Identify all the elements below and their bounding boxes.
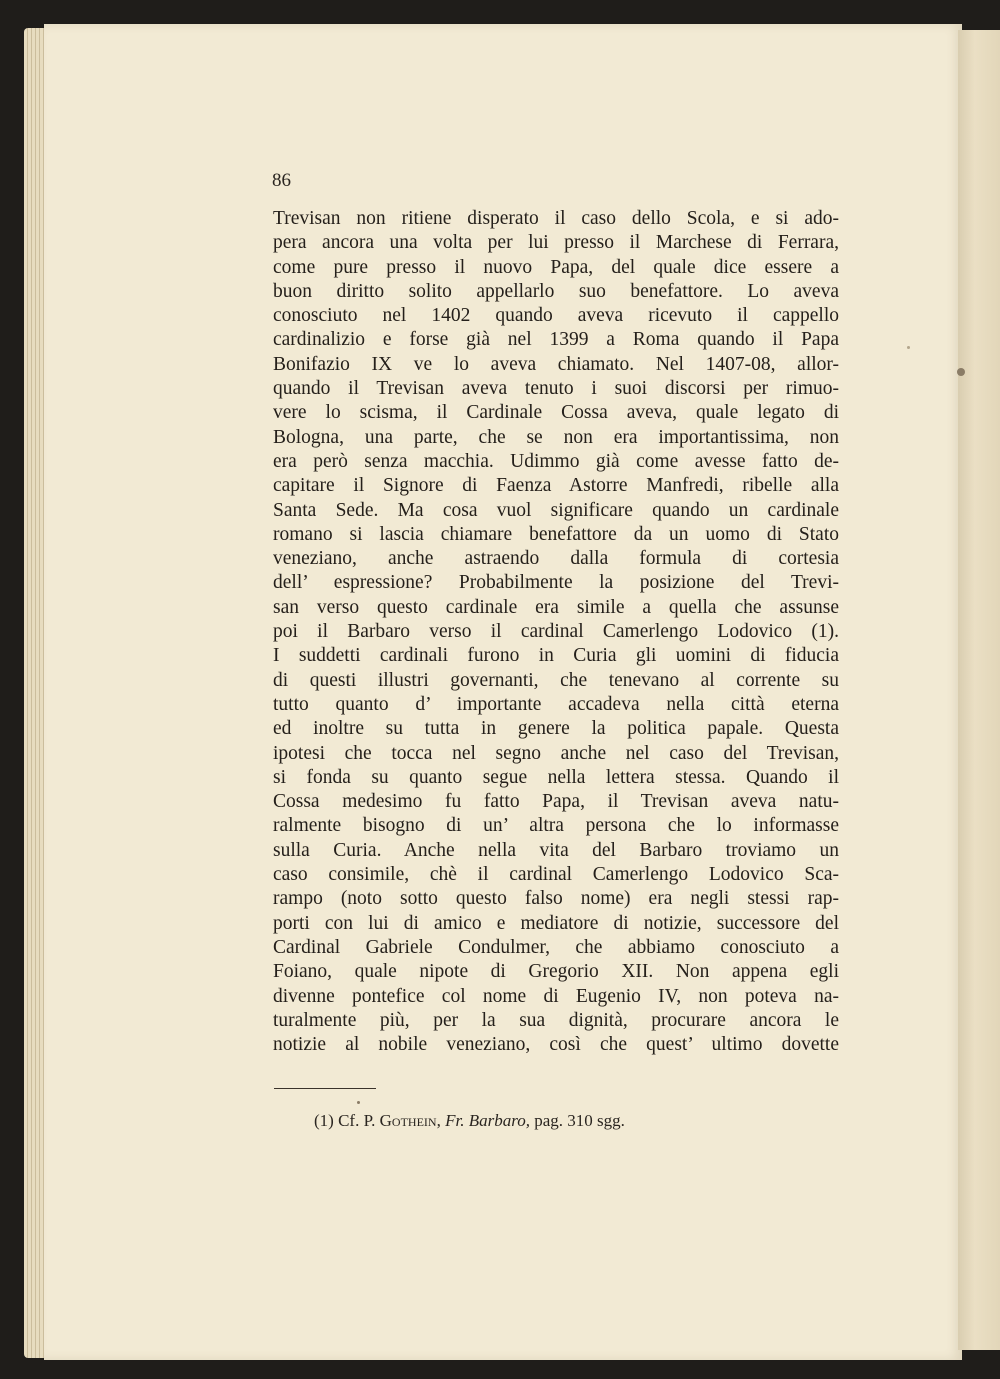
text-line: veneziano, anche astraendo dalla formula di cortesia bbox=[273, 548, 839, 570]
text-line: Foiano, quale nipote di Gregorio XII. Non appena egli bbox=[273, 961, 839, 983]
text-line: notizie al nobile veneziano, così che quest’ ultimo dovette bbox=[273, 1034, 839, 1056]
paper-speck bbox=[957, 368, 965, 376]
text-line: divenne pontefice col nome di Eugenio IV, non poteva na- bbox=[273, 985, 839, 1007]
footnote-marker: (1) Cf. P. bbox=[314, 1111, 376, 1130]
text-line: era però senza macchia. Udimmo già come avesse fatto de- bbox=[273, 450, 839, 472]
text-line: si fonda su quanto segue nella lettera stessa. Quando il bbox=[273, 766, 839, 788]
text-line: rampo (noto sotto questo falso nome) era negli stessi rap- bbox=[273, 888, 839, 910]
text-line: Cardinal Gabriele Condulmer, che abbiamo conosciuto a bbox=[273, 936, 839, 958]
text-line: vere lo scisma, il Cardinale Cossa aveva, quale legato di bbox=[273, 402, 839, 424]
text-line: romano si lascia chiamare benefattore da un uomo di Stato bbox=[273, 523, 839, 545]
text-line: quando il Trevisan aveva tenuto i suoi discorsi per rimuo- bbox=[273, 378, 839, 400]
text-line: sulla Curia. Anche nella vita del Barbaro troviamo un bbox=[273, 839, 839, 861]
text-line: Bonifazio IX ve lo aveva chiamato. Nel 1407-08, allor- bbox=[273, 353, 839, 375]
text-line: come pure presso il nuovo Papa, del quale dice essere a bbox=[273, 256, 839, 278]
text-line: Santa Sede. Ma cosa vuol significare quando un cardinale bbox=[273, 499, 839, 521]
footnote-author: Gothein, bbox=[379, 1111, 441, 1130]
body-text bbox=[273, 207, 839, 1057]
text-line: Cossa medesimo fu fatto Papa, il Trevisan aveva natu- bbox=[273, 791, 839, 813]
text-line: porti con lui di amico e mediatore di notizie, successore del bbox=[273, 912, 839, 934]
paper-speck bbox=[907, 346, 910, 349]
text-line: pera ancora una volta per lui presso il Marchese di Ferrara, bbox=[273, 232, 839, 254]
text-line: san verso questo cardinale era simile a quella che assunse bbox=[273, 596, 839, 618]
text-line: dell’ espressione? Probabilmente la posizione del Trevi- bbox=[273, 572, 839, 594]
text-line: di questi illustri governanti, che tenevano al corrente su bbox=[273, 669, 839, 691]
text-line: poi il Barbaro verso il cardinal Camerlengo Lodovico (1). bbox=[273, 621, 839, 643]
text-line: ipotesi che tocca nel segno anche nel caso del Trevisan, bbox=[273, 742, 839, 764]
text-line: cardinalizio e forse già nel 1399 a Roma quando il Papa bbox=[273, 329, 839, 351]
text-line: ed inoltre su tutta in genere la politica papale. Questa bbox=[273, 718, 839, 740]
text-line: capitare il Signore di Faenza Astorre Manfredi, ribelle alla bbox=[273, 475, 839, 497]
text-line: Bologna, una parte, che se non era importantissima, non bbox=[273, 426, 839, 448]
text-line: conosciuto nel 1402 quando aveva ricevuto il cappello bbox=[273, 305, 839, 327]
text-line: buon diritto solito appellarlo suo benefattore. Lo aveva bbox=[273, 280, 839, 302]
footnote bbox=[314, 1111, 625, 1131]
text-line: tutto quanto d’ importante accadeva nella città eterna bbox=[273, 693, 839, 715]
text-line: turalmente più, per la sua dignità, procurare ancora le bbox=[273, 1009, 839, 1031]
footnote-ref: pag. 310 sgg. bbox=[534, 1111, 625, 1130]
text-line: caso consimile, chè il cardinal Camerlengo Lodovico Sca- bbox=[273, 864, 839, 886]
text-line: I suddetti cardinali furono in Curia gli uomini di fiducia bbox=[273, 645, 839, 667]
paper-speck bbox=[357, 1101, 360, 1104]
text-line: ralmente bisogno di un’ altra persona che lo informasse bbox=[273, 815, 839, 837]
text-line: Trevisan non ritiene disperato il caso dello Scola, e si ado- bbox=[273, 208, 839, 229]
page-number: 86 bbox=[272, 170, 291, 191]
footnote-rule bbox=[274, 1088, 376, 1089]
footnote-work: Fr. Barbaro, bbox=[445, 1111, 530, 1130]
next-page-edge bbox=[958, 30, 1000, 1350]
